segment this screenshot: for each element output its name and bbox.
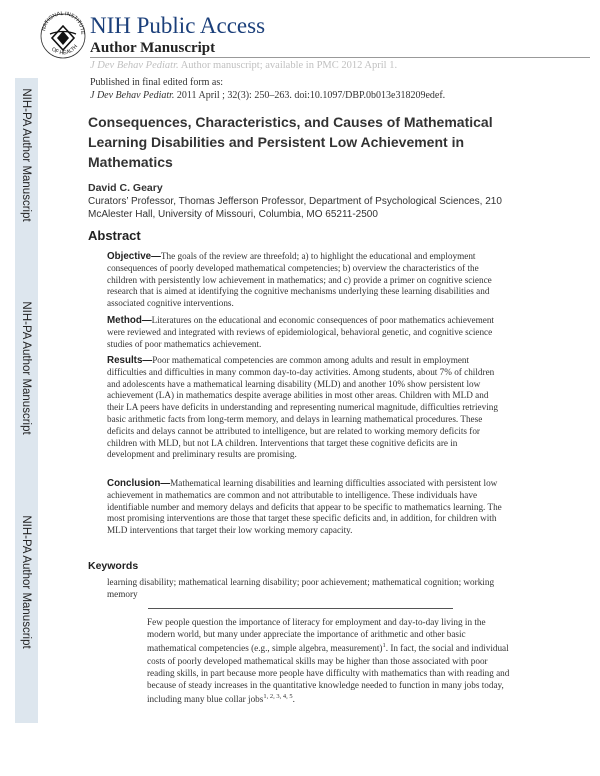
conclusion-label: Conclusion— <box>107 478 171 489</box>
citation-journal: J Dev Behav Pediatr. <box>90 90 175 101</box>
abstract-conclusion <box>107 478 505 537</box>
conclusion-text: Mathematical learning disabilities and learning difficulties associated with persistent low achievement in mathematics are common and not attributable to intelligence. These individuals have identifiable number and memory delays and deficits that appear to be specific to mathematics learning. The most promising interventions are those that target these specific deficits and, in addition, for children with MLD interventions that target their low working memory capacity. <box>107 478 502 536</box>
header-divider <box>90 57 590 58</box>
reference-1[interactable]: 1 <box>382 642 386 650</box>
body-paragraph <box>147 616 515 706</box>
seal-text-top: NATIONAL INSTITUTE <box>41 10 86 35</box>
publication-info <box>90 76 445 102</box>
published-in-label: Published in final edited form as: <box>90 77 224 88</box>
method-text: Literatures on the educational and economic consequences of poor mathematics achievement were reviewed and integrated with reviews of epidemiological, behavioral genetic, and cognitive science studies of poor mathematics achievement. <box>107 315 494 349</box>
author-affiliation: Curators’ Professor, Thomas Jefferson Professor, Department of Psychological Sciences, 210 McAlester Hall, University of Missouri, Columbia, MO 65211-2500 <box>88 196 502 220</box>
nih-public-access-title: NIH Public Access <box>90 13 266 38</box>
author-manuscript-label: Author Manuscript <box>90 40 216 56</box>
citation-line <box>90 89 445 102</box>
body-text-middle: . In fact, the social and individual costs of poorly developed mathematical skills may be higher than those associated with poor reading skills, in part because more people have difficulty with mathematics than with reading and because of steady increases in the quantitative knowledge needed to function in many jobs today, including many blue collar jobs <box>147 643 510 705</box>
availability-text: Author manuscript; available in PMC 2012 April 1. <box>180 60 398 71</box>
objective-text: The goals of the review are threefold; a) to highlight the educational and employment consequences of poorly developed mathematical competencies; b) overview the characteristics of the children with persistently low achievement in mathematics; and c) provide a primer on cognitive science research that is aimed at identifying the cognitive mechanisms underlying these learning disabilities and associated cognitive interventions. <box>107 251 492 309</box>
sidebar-label-1: NIH-PA Author Manuscript <box>20 88 32 222</box>
sidebar-label-3: NIH-PA Author Manuscript <box>20 515 32 649</box>
article-title: Consequences, Characteristics, and Causes of Mathematical Learning Disabilities and Persistent Low Achievement in Mathematics <box>88 114 493 170</box>
journal-abbrev: J Dev Behav Pediatr. <box>90 60 179 71</box>
citation-details: 2011 April ; 32(3): 250–263. doi:10.1097/DBP.0b013e318209edef. <box>176 90 446 101</box>
section-separator <box>148 608 453 609</box>
keywords-list: learning disability; mathematical learning disability; poor achievement; mathematical cognition; working memory <box>107 577 495 599</box>
sidebar-label-2: NIH-PA Author Manuscript <box>20 301 32 435</box>
results-label: Results— <box>107 355 153 366</box>
body-end-punct: . <box>292 694 295 705</box>
method-label: Method— <box>107 315 152 326</box>
keywords-heading: Keywords <box>88 560 139 572</box>
seal-text-bottom: OF HEALTH <box>50 43 80 57</box>
abstract-method <box>107 315 505 350</box>
body-text-start: Few people question the importance of literacy for employment and day-to-day living in the modern world, but many under appreciate the importance of arithmetic and other basic mathematical competencies (e.g., simple algebra, measurement) <box>147 617 486 654</box>
abstract-heading: Abstract <box>88 228 141 243</box>
abstract-objective <box>107 251 505 310</box>
nih-seal-graphic <box>38 3 88 69</box>
manuscript-availability <box>90 60 397 71</box>
reference-1-5[interactable]: 1, 2, 3, 4, 5 <box>263 693 293 701</box>
abstract-results <box>107 355 505 461</box>
results-text: Poor mathematical competencies are common among adults and result in employment difficulties and difficulties in many common day-to-day activities. Among students, about 7% of children and adolescents have a mathematical learning disability (MLD) and another 10% show persistent low achievement (LA) in mathematics despite average abilities in most other areas. Children with MLD and their LA peers have deficits in understanding and representing numerical magnitude, difficulties retrieving basic arithmetic facts from long-term memory, and delays in learning mathematical procedures. These deficits and delays cannot be attributed to intelligence, but are related to working memory deficits for children with MLD, but not LA children. Interventions that target these cognitive deficits are in development and preliminary results are promising. <box>107 355 498 460</box>
nih-seal-logo <box>38 3 88 69</box>
objective-label: Objective— <box>107 251 161 262</box>
author-name: David C. Geary <box>88 182 163 194</box>
